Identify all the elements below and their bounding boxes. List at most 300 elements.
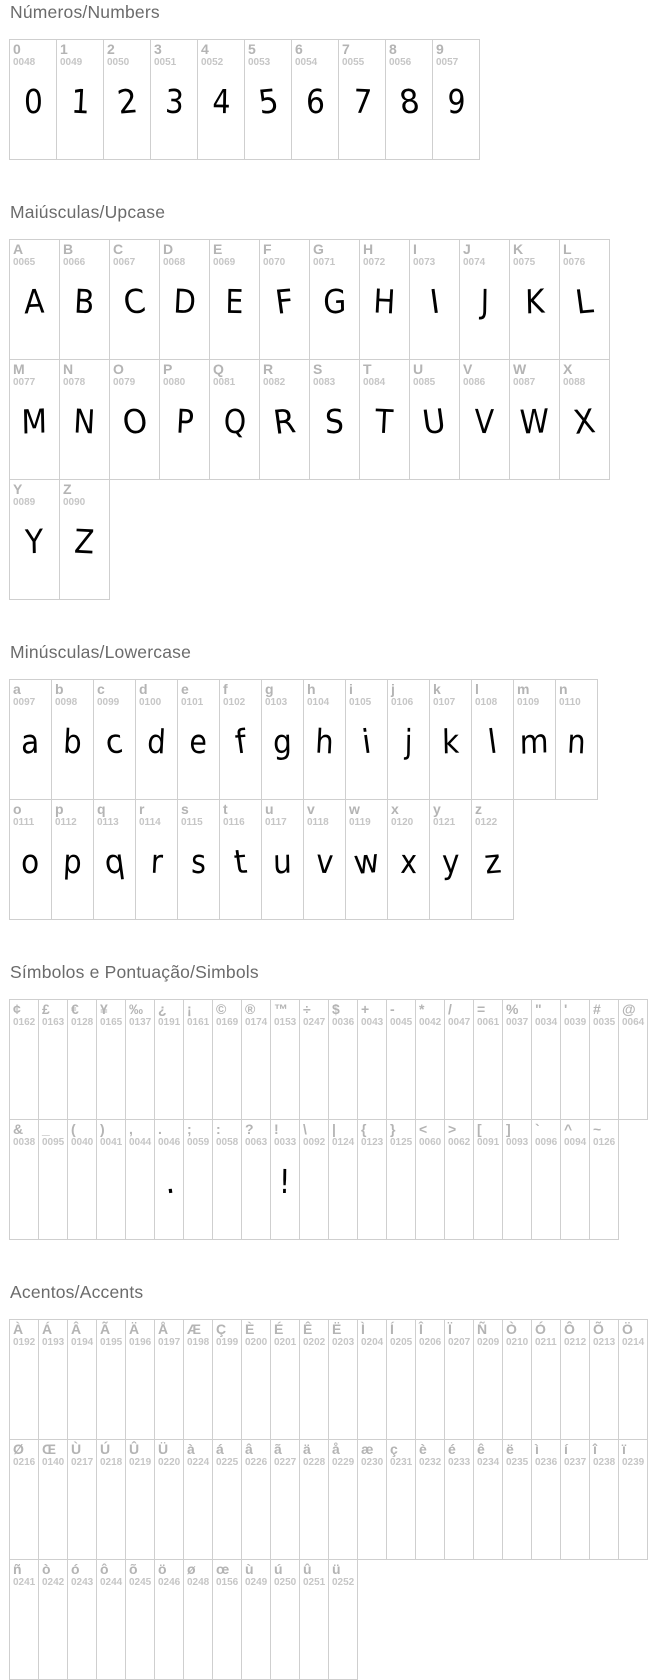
glyph-cell <box>459 359 510 480</box>
glyph-cell <box>67 1439 97 1560</box>
cell-glyph <box>430 713 471 799</box>
cell-char-label: _ <box>42 1121 50 1137</box>
cell-glyph <box>242 1473 270 1559</box>
glyph-cell <box>154 1119 184 1240</box>
cell-code-label: 0226 <box>245 1457 268 1468</box>
cell-code-label: 0220 <box>158 1457 181 1468</box>
glyph-cell <box>9 39 57 160</box>
cell-char-label: æ <box>361 1441 374 1457</box>
cell-header <box>329 1560 357 1593</box>
glyph-table-row <box>10 239 610 360</box>
cell-char-label: . <box>158 1121 162 1137</box>
cell-header <box>360 240 409 273</box>
cell-code-label: 0061 <box>477 1017 500 1028</box>
cell-header <box>310 240 359 273</box>
cell-header <box>346 800 387 833</box>
cell-header <box>300 1440 328 1473</box>
glyph-cell <box>241 999 271 1120</box>
cell-glyph <box>619 1033 647 1119</box>
cell-header <box>561 1320 589 1353</box>
glyph-cell <box>241 1319 271 1440</box>
cell-header <box>430 680 471 713</box>
glyph-character: Y <box>25 521 44 562</box>
cell-char-label: A <box>13 241 24 257</box>
glyph-cell <box>259 359 310 480</box>
glyph-cell <box>299 1319 329 1440</box>
cell-char-label: N <box>63 361 74 377</box>
cell-code-label: 0121 <box>433 817 456 828</box>
cell-header <box>60 360 109 393</box>
cell-header <box>416 1320 444 1353</box>
glyph-cell <box>291 39 339 160</box>
cell-header <box>242 1560 270 1593</box>
cell-char-label: r <box>139 801 145 817</box>
cell-header <box>126 1320 154 1353</box>
cell-glyph <box>590 1033 618 1119</box>
glyph-cell <box>96 999 126 1120</box>
glyph-cell <box>471 679 514 800</box>
glyph-cell <box>261 679 304 800</box>
cell-code-label: 0082 <box>263 377 286 388</box>
cell-glyph <box>262 713 303 799</box>
cell-header <box>339 40 385 73</box>
cell-code-label: 0244 <box>100 1577 123 1588</box>
cell-code-label: 0075 <box>513 257 536 268</box>
glyph-cell <box>473 1319 503 1440</box>
glyph-cell <box>212 1119 242 1240</box>
cell-glyph <box>346 713 387 799</box>
cell-char-label: ç <box>390 1441 398 1457</box>
glyph-cell <box>59 359 110 480</box>
cell-code-label: 0125 <box>390 1137 413 1148</box>
cell-code-label: 0203 <box>332 1337 355 1348</box>
glyph-cell <box>473 1119 503 1240</box>
cell-glyph <box>300 1033 328 1119</box>
cell-glyph <box>260 393 309 479</box>
cell-code-label: 0041 <box>100 1137 123 1148</box>
cell-code-label: 0237 <box>564 1457 587 1468</box>
cell-glyph <box>433 73 479 159</box>
cell-code-label: 0113 <box>97 817 119 828</box>
cell-code-label: 0050 <box>107 57 130 68</box>
cell-code-label: 0038 <box>13 1137 36 1148</box>
cell-glyph <box>560 273 609 359</box>
glyph-cell <box>345 679 388 800</box>
cell-header <box>416 1120 444 1153</box>
cell-char-label: ' <box>564 1001 568 1017</box>
cell-glyph <box>242 1353 270 1439</box>
glyph-cell <box>387 679 430 800</box>
cell-glyph <box>416 1473 444 1559</box>
cell-code-label: 0048 <box>13 57 36 68</box>
cell-char-label: s <box>181 801 189 817</box>
glyph-cell <box>241 1119 271 1240</box>
cell-header <box>300 1560 328 1593</box>
cell-glyph <box>68 1593 96 1679</box>
glyph-cell <box>109 239 160 360</box>
cell-glyph <box>271 1033 299 1119</box>
cell-glyph <box>510 393 559 479</box>
cell-header <box>155 1000 183 1033</box>
cell-header <box>271 1000 299 1033</box>
cell-code-label: 0224 <box>187 1457 210 1468</box>
cell-char-label: B <box>63 241 74 257</box>
cell-char-label: ! <box>274 1121 279 1137</box>
glyph-cell <box>385 39 433 160</box>
cell-glyph <box>445 1153 473 1239</box>
cell-glyph <box>472 713 513 799</box>
cell-header <box>155 1120 183 1153</box>
glyph-cell <box>212 1439 242 1560</box>
cell-header <box>126 1560 154 1593</box>
cell-header <box>178 680 219 713</box>
cell-code-label: 0156 <box>216 1577 239 1588</box>
cell-char-label: Æ <box>187 1321 201 1337</box>
cell-char-label: U <box>413 361 424 377</box>
cell-char-label: 1 <box>60 41 68 57</box>
glyph-cell <box>357 1319 387 1440</box>
cell-glyph <box>472 833 513 919</box>
cell-code-label: 0101 <box>181 697 204 708</box>
glyph-cell <box>359 359 410 480</box>
cell-glyph <box>410 393 459 479</box>
cell-header <box>213 1560 241 1593</box>
cell-header <box>245 40 291 73</box>
cell-glyph <box>387 1353 415 1439</box>
glyph-cell <box>560 999 590 1120</box>
cell-code-label: 0201 <box>274 1337 297 1348</box>
cell-code-label: 0194 <box>71 1337 94 1348</box>
glyph-cell <box>589 1439 619 1560</box>
cell-header <box>532 1000 560 1033</box>
cell-glyph <box>213 1153 241 1239</box>
cell-char-label: Ú <box>100 1441 111 1457</box>
glyph-character: 2 <box>114 81 140 122</box>
cell-char-label: ? <box>245 1121 254 1137</box>
cell-header <box>387 1320 415 1353</box>
cell-header <box>460 240 509 273</box>
cell-glyph <box>213 1473 241 1559</box>
cell-code-label: 0084 <box>363 377 386 388</box>
glyph-cell <box>429 679 472 800</box>
glyph-cell <box>38 1119 68 1240</box>
cell-char-label: V <box>463 361 473 377</box>
cell-char-label: } <box>390 1121 396 1137</box>
glyph-cell <box>473 999 503 1120</box>
cell-header <box>556 680 597 713</box>
cell-char-label: à <box>187 1441 195 1457</box>
glyph-character: G <box>322 281 347 322</box>
cell-glyph <box>126 1153 154 1239</box>
cell-glyph <box>410 273 459 359</box>
cell-char-label: # <box>593 1001 601 1017</box>
cell-code-label: 0086 <box>463 377 486 388</box>
glyph-cell <box>219 679 262 800</box>
cell-char-label: + <box>361 1001 370 1017</box>
cell-header <box>474 1120 502 1153</box>
cell-glyph <box>360 273 409 359</box>
glyph-cell <box>299 1439 329 1560</box>
glyph-cell <box>560 1439 590 1560</box>
section-upcase <box>10 202 661 600</box>
cell-header <box>68 1320 96 1353</box>
cell-glyph <box>245 73 291 159</box>
glyph-cell <box>212 1559 242 1680</box>
glyph-cell <box>531 1439 561 1560</box>
cell-char-label: Ä <box>129 1321 140 1337</box>
glyph-cell <box>51 679 94 800</box>
cell-glyph <box>503 1353 531 1439</box>
cell-char-label: ó <box>71 1561 80 1577</box>
cell-glyph <box>110 393 159 479</box>
cell-glyph <box>300 1593 328 1679</box>
glyph-cell <box>212 999 242 1120</box>
glyph-cell <box>345 799 388 920</box>
cell-glyph <box>155 1033 183 1119</box>
glyph-cell <box>309 359 360 480</box>
cell-glyph <box>220 713 261 799</box>
cell-char-label: / <box>448 1001 452 1017</box>
cell-code-label: 0103 <box>265 697 288 708</box>
cell-header <box>388 680 429 713</box>
cell-header <box>416 1440 444 1473</box>
glyph-character: b <box>62 721 83 762</box>
glyph-cell <box>338 39 386 160</box>
glyph-cell <box>109 359 160 480</box>
cell-header <box>387 1440 415 1473</box>
cell-char-label: C <box>113 241 124 257</box>
cell-code-label: 0060 <box>419 1137 442 1148</box>
glyph-character: e <box>189 721 208 762</box>
cell-header <box>445 1320 473 1353</box>
cell-header <box>329 1320 357 1353</box>
cell-header <box>136 800 177 833</box>
cell-code-label: 0097 <box>13 697 36 708</box>
cell-glyph <box>242 1153 270 1239</box>
cell-char-label: @ <box>622 1001 636 1017</box>
cell-char-label: = <box>477 1001 486 1017</box>
glyph-character: L <box>573 281 596 322</box>
cell-header <box>532 1440 560 1473</box>
cell-char-label: y <box>433 801 441 817</box>
cell-glyph <box>213 1593 241 1679</box>
glyph-cell <box>502 1119 532 1240</box>
glyph-character: y <box>441 841 460 882</box>
glyph-table-row <box>10 1319 648 1440</box>
cell-glyph <box>94 713 135 799</box>
glyph-table-row <box>10 799 514 920</box>
cell-char-label: d <box>139 681 148 697</box>
glyph-character: i <box>359 721 374 762</box>
cell-char-label: 3 <box>154 41 162 57</box>
cell-glyph <box>590 1353 618 1439</box>
cell-glyph <box>619 1353 647 1439</box>
cell-code-label: 0196 <box>129 1337 152 1348</box>
glyph-cell <box>560 1319 590 1440</box>
glyph-cell <box>444 1319 474 1440</box>
cell-glyph <box>155 1473 183 1559</box>
cell-header <box>474 1320 502 1353</box>
cell-glyph <box>387 1033 415 1119</box>
cell-code-label: 0095 <box>42 1137 65 1148</box>
glyph-cell <box>560 1119 590 1240</box>
cell-char-label: ò <box>42 1561 51 1577</box>
cell-header <box>210 360 259 393</box>
glyph-character: P <box>174 401 195 442</box>
cell-glyph <box>39 1593 67 1679</box>
glyph-character: 6 <box>305 81 325 122</box>
cell-header <box>262 680 303 713</box>
cell-header <box>329 1440 357 1473</box>
cell-code-label: 0066 <box>63 257 86 268</box>
cell-glyph <box>10 513 59 599</box>
cell-char-label: { <box>361 1121 367 1137</box>
glyph-character: n <box>566 721 587 762</box>
glyph-table-row <box>10 1119 619 1240</box>
cell-code-label: 0126 <box>593 1137 616 1148</box>
cell-glyph <box>358 1473 386 1559</box>
cell-glyph <box>561 1033 589 1119</box>
cell-char-label: 9 <box>436 41 444 57</box>
cell-code-label: 0197 <box>158 1337 181 1348</box>
cell-code-label: 0081 <box>213 377 236 388</box>
cell-header <box>242 1000 270 1033</box>
cell-code-label: 0205 <box>390 1337 413 1348</box>
cell-glyph <box>136 713 177 799</box>
cell-glyph <box>387 1153 415 1239</box>
cell-char-label: [ <box>477 1121 482 1137</box>
glyph-character: k <box>441 721 460 762</box>
cell-header <box>346 680 387 713</box>
cell-code-label: 0109 <box>517 697 540 708</box>
glyph-cell <box>154 1319 184 1440</box>
glyph-character: w <box>351 841 382 882</box>
cell-char-label: | <box>332 1121 336 1137</box>
section-accents <box>10 1282 661 1680</box>
cell-glyph <box>68 1153 96 1239</box>
cell-glyph <box>430 833 471 919</box>
cell-code-label: 0153 <box>274 1017 297 1028</box>
glyph-cell <box>38 1559 68 1680</box>
cell-code-label: 0108 <box>475 697 498 708</box>
cell-header <box>560 240 609 273</box>
cell-code-label: 0065 <box>13 257 36 268</box>
glyph-cell <box>328 1439 358 1560</box>
cell-header <box>474 1000 502 1033</box>
cell-header <box>151 40 197 73</box>
glyph-cell <box>259 239 310 360</box>
cell-char-label: 7 <box>342 41 350 57</box>
cell-char-label: e <box>181 681 189 697</box>
cell-glyph <box>57 73 103 159</box>
cell-code-label: 0110 <box>559 697 581 708</box>
cell-code-label: 0120 <box>391 817 414 828</box>
cell-code-label: 0204 <box>361 1337 384 1348</box>
glyph-cell <box>183 1319 213 1440</box>
glyph-cell <box>328 1119 358 1240</box>
cell-code-label: 0057 <box>436 57 459 68</box>
glyph-cell <box>183 999 213 1120</box>
glyph-character: O <box>119 401 150 442</box>
glyph-cell <box>9 359 60 480</box>
cell-header <box>472 800 513 833</box>
cell-header <box>60 480 109 513</box>
cell-code-label: 0085 <box>413 377 436 388</box>
glyph-cell <box>38 1319 68 1440</box>
cell-char-label: > <box>448 1121 457 1137</box>
cell-char-label: Í <box>390 1321 394 1337</box>
glyph-cell <box>303 799 346 920</box>
cell-char-label: Ö <box>622 1321 633 1337</box>
cell-char-label: Ï <box>448 1321 452 1337</box>
cell-code-label: 0210 <box>506 1337 529 1348</box>
glyph-cell <box>432 39 480 160</box>
cell-header <box>271 1320 299 1353</box>
glyph-table-row <box>10 359 610 480</box>
cell-char-label: Q <box>213 361 224 377</box>
cell-header <box>178 800 219 833</box>
glyph-cell <box>589 999 619 1120</box>
cell-glyph <box>510 273 559 359</box>
cell-code-label: 0077 <box>13 377 36 388</box>
glyph-cell <box>359 239 410 360</box>
cell-glyph <box>52 713 93 799</box>
cell-glyph <box>10 1153 38 1239</box>
cell-code-label: 0239 <box>622 1457 645 1468</box>
glyph-character: 8 <box>396 81 422 122</box>
cell-header <box>136 680 177 713</box>
cell-code-label: 0214 <box>622 1337 645 1348</box>
glyph-character: 3 <box>163 81 185 122</box>
cell-glyph <box>474 1353 502 1439</box>
cell-code-label: 0217 <box>71 1457 94 1468</box>
glyph-cell <box>125 1119 155 1240</box>
glyph-cell <box>9 1319 39 1440</box>
cell-glyph <box>10 1033 38 1119</box>
cell-code-label: 0064 <box>622 1017 645 1028</box>
cell-glyph <box>210 393 259 479</box>
glyph-character: X <box>571 401 598 442</box>
cell-header <box>220 680 261 713</box>
cell-glyph <box>184 1473 212 1559</box>
cell-code-label: 0219 <box>129 1457 152 1468</box>
cell-header <box>97 1000 125 1033</box>
cell-char-label: h <box>307 681 316 697</box>
glyph-cell <box>589 1319 619 1440</box>
cell-char-label: í <box>564 1441 568 1457</box>
cell-header <box>262 800 303 833</box>
cell-code-label: 0191 <box>158 1017 181 1028</box>
cell-header <box>10 1000 38 1033</box>
cell-code-label: 0209 <box>477 1337 500 1348</box>
cell-header <box>445 1440 473 1473</box>
cell-code-label: 0046 <box>158 1137 181 1148</box>
glyph-cell <box>299 1559 329 1680</box>
glyph-cell <box>261 799 304 920</box>
glyph-character: R <box>271 401 298 442</box>
cell-char-label: ( <box>71 1121 76 1137</box>
cell-char-label: w <box>349 801 360 817</box>
cell-code-label: 0094 <box>564 1137 587 1148</box>
cell-glyph <box>126 1593 154 1679</box>
cell-char-label: Ñ <box>477 1321 488 1337</box>
glyph-cell <box>177 799 220 920</box>
glyph-table-row <box>10 479 110 600</box>
cell-code-label: 0169 <box>216 1017 239 1028</box>
cell-code-label: 0137 <box>129 1017 152 1028</box>
cell-code-label: 0119 <box>349 817 371 828</box>
cell-code-label: 0076 <box>563 257 586 268</box>
